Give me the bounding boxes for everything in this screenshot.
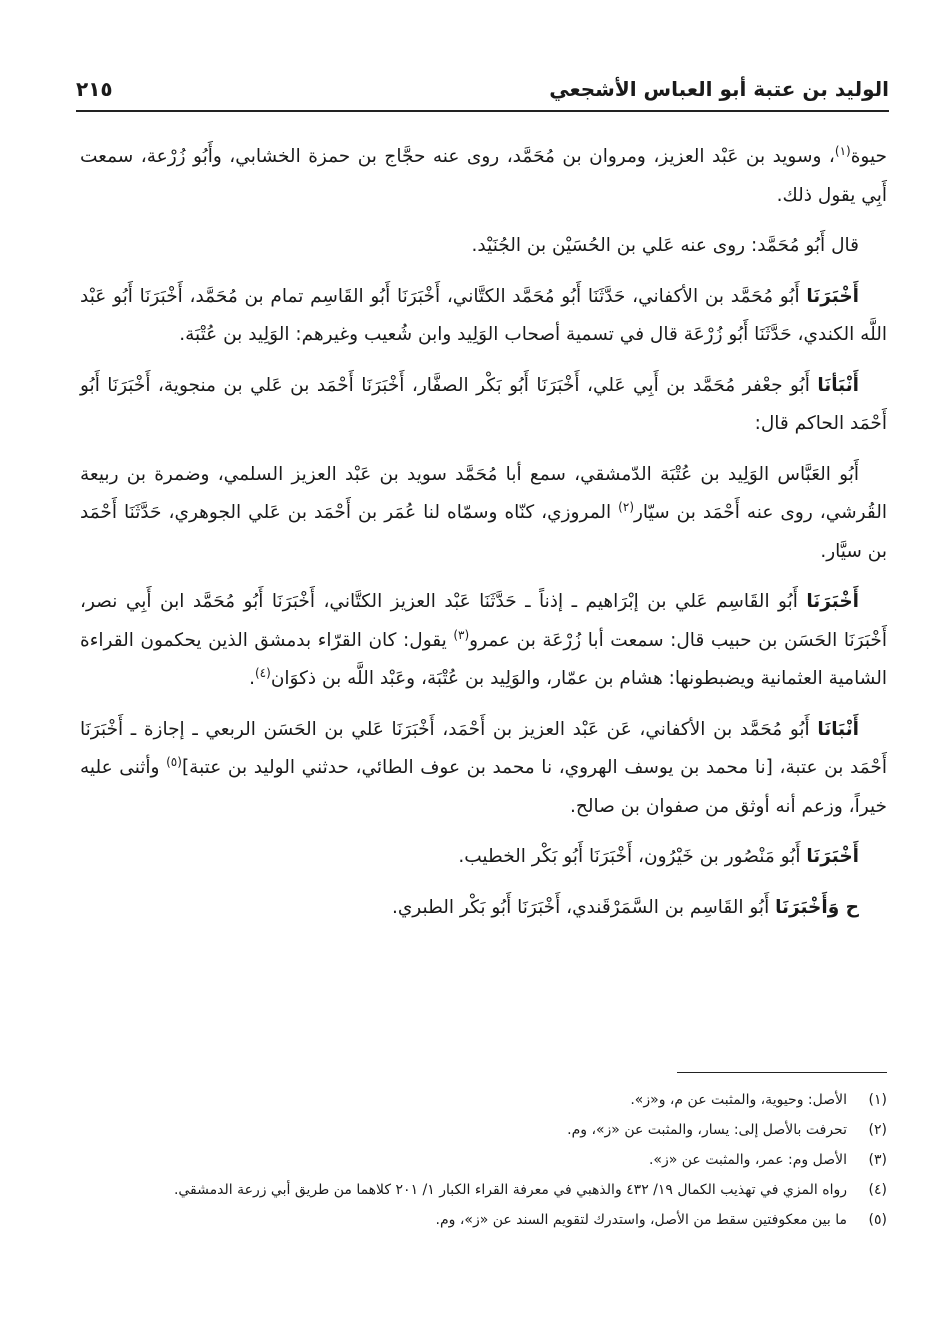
isnad-lead: أَخْبَرَنَا — [806, 846, 859, 867]
paragraph-5 — [80, 456, 887, 572]
footnote-number: (٥) — [868, 1212, 887, 1228]
paragraph-text: حيوة — [850, 146, 887, 167]
paragraph-text: أَبُو القَاسِم بن السَّمَرْقَندي، أَخْبَرَنَا أَبُو بَكْر الطبري. — [391, 896, 776, 918]
paragraph-4 — [80, 367, 887, 444]
paragraph-text: ، وسويد بن عَبْد العزيز، ومروان بن مُحَمَّد، روى عنه حجَّاج بن حمزة الخشابي، وأَبُو زُرْعة، سمعت أَبِي يقول ذلك. — [80, 146, 887, 206]
footnote-text: الأصل: وحيوية، والمثبت عن م، و«ز». — [630, 1092, 847, 1108]
footnote-item — [80, 1146, 887, 1174]
footnote-number: (١) — [868, 1092, 887, 1108]
footnote-ref: (١) — [834, 143, 851, 158]
footnote-separator — [677, 1072, 887, 1073]
footnote-number: (٣) — [868, 1152, 887, 1168]
isnad-lead: أَخْبَرَنَا — [806, 285, 859, 307]
paragraph-text: أَبُو مُحَمَّد بن الأكفاني، حَدَّثَنَا أَبُو مُحَمَّد الكتَّاني، أَخْبَرَنَا أَبُو القَاسِم تمام بن مُحَمَّد، أَخْبَرَنَا أَبُو عَبْد اللَّه الكندي، حَدَّثَنَا أَبُو زُرْعَة قال في تسمية أصحاب الوَلِيد وابن شُعيب وغيرهم: الوَلِيد بن عُتْبَة. — [80, 285, 887, 345]
footnote-number: (٢) — [868, 1122, 887, 1138]
footnote-text: تحرفت بالأصل إلى: يسار، والمثبت عن «ز»، وم. — [567, 1122, 847, 1138]
footnote-item — [80, 1176, 887, 1204]
main-text — [80, 138, 887, 939]
footnote-text: الأصل وم: عمر، والمثبت عن «ز». — [648, 1152, 847, 1168]
isnad-lead: أَخْبَرَنَا — [806, 591, 859, 612]
paragraph-1 — [80, 138, 887, 215]
paragraph-8 — [80, 838, 887, 877]
paragraph-2 — [80, 227, 887, 266]
paragraph-text: أَبُو جعْفر مُحَمَّد بن أَبِي عَلي، أَخْبَرَنَا أَبُو بَكْر الصفَّار، أَخْبَرَنَا أَحْمَد بن عَلي بن منجوية، أَخْبَرَنَا أَبُو أَحْمَد الحاكم قال: — [80, 374, 887, 434]
paragraph-text: يقول: كان القرّاء بدمشق الذين يحكمون القراءة الشامية العثمانية ويضبطونها: هشام بن عمّار، والوَلِيد بن عُتْبَة، وعَبْد اللَّه بن ذكوَان — [80, 629, 887, 689]
paragraph-text: المروزي، كنّاه وسمّاه لنا عُمَر بن أَحْمَد بن عَلي الجوهري، حَدَّثَنَا أَحْمَد بن سيَّار. — [80, 502, 887, 562]
page-header — [76, 62, 889, 104]
isnad-lead: ح وَأَخْبَرَنَا — [775, 896, 859, 918]
paragraph-text: أَبُو العَبَّاس الوَلِيد بن عُتْبَة الدّمشقي، سمع أبا مُحَمَّد سويد بن عَبْد العزيز السلمي، وضمرة بن ربيعة القُرشي، روى عنه أَحْمَد بن سيّار — [80, 463, 887, 523]
footnote-number: (٤) — [868, 1182, 887, 1198]
footnote-item — [80, 1206, 887, 1234]
paragraph-text: أَبُو مُحَمَّد بن الأكفاني، عَن عَبْد العزيز بن أَحْمَد، أَخْبَرَنَا عَلي بن الحَسَن الربعي ـ إجازة ـ أَخْبَرَنَا أَحْمَد بن عتبة، [نا محمد بن يوسف الهروي، نا محمد بن عوف الطائي، حدثني الوليد بن عتبة] — [80, 718, 888, 778]
paragraph-3 — [80, 278, 887, 355]
running-head: الوليد بن عتبة أبو العباس الأشجعي — [549, 77, 889, 101]
paragraph-6 — [80, 583, 887, 699]
paragraph-text: أَبُو القَاسِم عَلي بن إبْرَاهيم ـ إذناً ـ حَدَّثَنَا عَبْد العزيز الكتَّاني، أَخْبَرَنَا أَبُو مُحَمَّد ابن أَبِي نصر، أَخْبَرَنَا الحَسَن بن حبيب قال: سمعت أبا زُرْعَة بن عمرو — [80, 591, 887, 651]
footnote-item — [80, 1086, 887, 1114]
footnote-text: رواه المزي في تهذيب الكمال ١٩/ ٤٣٢ والذهبي في معرفة القراء الكبار ١/ ٢٠١ كلاهما من طريق أبي زرعة الدمشقي. — [173, 1182, 847, 1198]
paragraph-text: قال أَبُو مُحَمَّد: روى عنه عَلي بن الحُسَيْن بن الجُنَيْد. — [471, 235, 859, 256]
footnote-item — [80, 1116, 887, 1144]
isnad-lead: أَنْبَانَا — [817, 718, 859, 740]
page-number: ٢١٥ — [76, 77, 113, 101]
isnad-lead: أَنْبَأنَا — [817, 374, 859, 396]
paragraph-9 — [80, 889, 887, 928]
footnote-ref: (٢) — [618, 499, 634, 514]
paragraph-text: أَبُو مَنْصُور بن خَيْرُون، أَخْبَرَنَا أَبُو بَكْر الخطيب. — [458, 846, 807, 867]
footnotes — [80, 1086, 887, 1236]
paragraph-text: وأثنى عليه خيراً، وزعم أنه أوثق من صفوان بن صالح. — [80, 757, 887, 817]
paragraph-7 — [80, 711, 887, 827]
paragraph-text: . — [249, 668, 255, 689]
footnote-ref: (٣) — [453, 627, 470, 642]
header-rule — [76, 110, 889, 112]
footnote-text: ما بين معكوفتين سقط من الأصل، واستدرك لتقويم السند عن «ز»، وم. — [435, 1212, 847, 1228]
footnote-ref: (٤) — [254, 665, 271, 680]
footnote-ref: (٥) — [166, 754, 182, 769]
